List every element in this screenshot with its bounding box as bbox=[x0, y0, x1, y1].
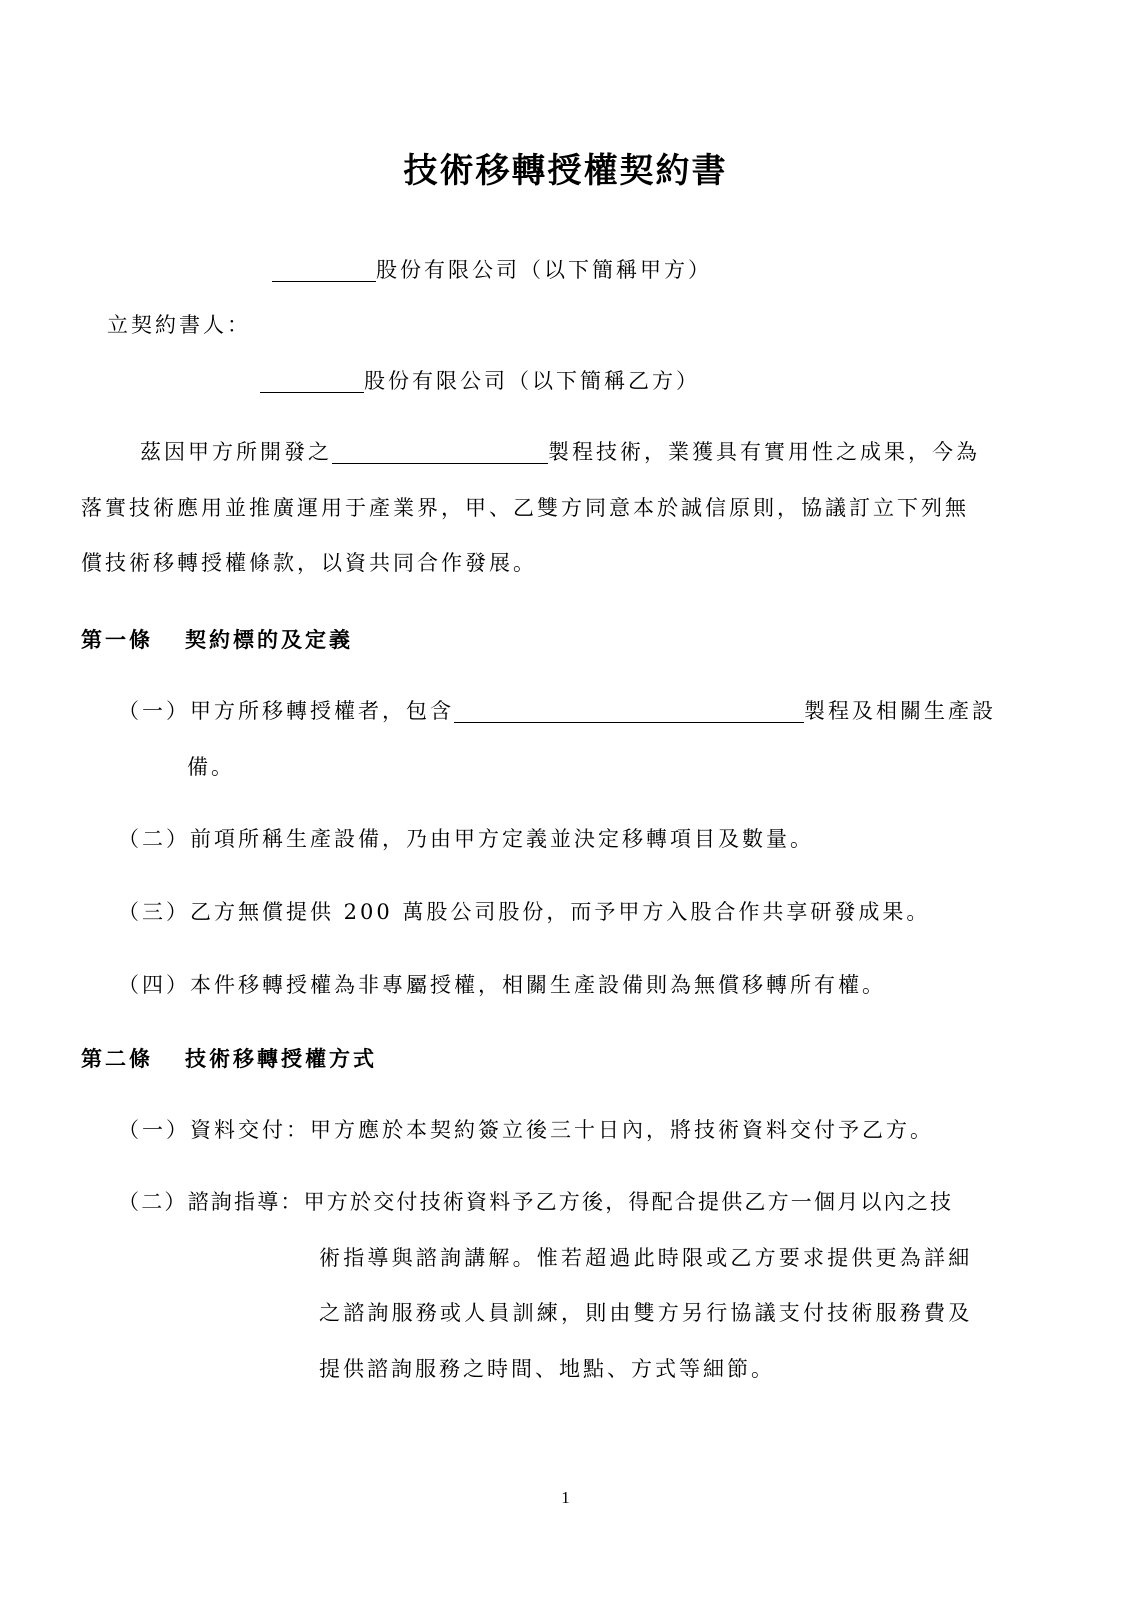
item-text: 資料交付：甲方應於本契約簽立後三十日內，將技術資料交付予乙方。 bbox=[190, 1118, 934, 1142]
article-2-number: 第二條 bbox=[81, 1046, 153, 1071]
party-a-name-blank bbox=[272, 259, 376, 282]
signatory-label: 立契約書人： bbox=[107, 313, 251, 337]
item-number: （一） bbox=[118, 1118, 190, 1142]
article-1-item-4 bbox=[118, 971, 886, 999]
article-2-title: 技術移轉授權方式 bbox=[185, 1046, 377, 1071]
item-number: （二） bbox=[118, 1190, 188, 1214]
article-1-title: 契約標的及定義 bbox=[185, 627, 353, 652]
article-1-item-1 bbox=[118, 697, 996, 725]
party-a-suffix: 股份有限公司（以下簡稱甲方） bbox=[376, 258, 712, 282]
item-text-suffix: 製程及相關生產設 bbox=[804, 699, 996, 723]
page-number: 1 bbox=[561, 1488, 570, 1507]
article-1-item-2 bbox=[118, 825, 814, 853]
article-2-item-2-line-4: 提供諮詢服務之時間、地點、方式等細節。 bbox=[319, 1357, 775, 1381]
item-number: （三） bbox=[118, 900, 190, 924]
item-text: 乙方無償提供 200 萬股公司股份，而予甲方入股合作共享研發成果。 bbox=[190, 900, 931, 924]
article-1-number: 第一條 bbox=[81, 627, 153, 652]
article-2-item-2-line-2: 術指導與諮詢講解。惟若超過此時限或乙方要求提供更為詳細 bbox=[319, 1246, 973, 1270]
article-1-heading bbox=[81, 624, 353, 654]
item-number: （二） bbox=[118, 827, 190, 851]
item-text-line-1: 諮詢指導：甲方於交付技術資料予乙方後，得配合提供乙方一個月以內之技 bbox=[187, 1190, 954, 1214]
technology-name-blank bbox=[332, 441, 548, 464]
preamble-prefix: 茲因甲方所開發之 bbox=[140, 440, 332, 464]
party-b-name-blank bbox=[260, 370, 364, 393]
item-number: （四） bbox=[118, 973, 190, 997]
article-2-item-2-line-3: 之諮詢服務或人員訓練，則由雙方另行協議支付技術服務費及 bbox=[319, 1301, 973, 1325]
preamble-line-1 bbox=[140, 438, 980, 466]
party-b-line bbox=[260, 367, 700, 395]
party-a-line bbox=[272, 256, 712, 284]
item-number: （一） bbox=[118, 699, 190, 723]
item-text-prefix: 甲方所移轉授權者，包含 bbox=[190, 699, 454, 723]
process-name-blank bbox=[454, 700, 804, 723]
article-2-item-2 bbox=[118, 1188, 953, 1216]
article-1-item-1-continuation: 備。 bbox=[187, 755, 235, 779]
article-2-heading bbox=[81, 1043, 377, 1073]
article-1-item-3 bbox=[118, 898, 930, 926]
preamble-suffix: 製程技術，業獲具有實用性之成果，今為 bbox=[548, 440, 980, 464]
preamble-line-2: 落實技術應用並推廣運用于產業界，甲、乙雙方同意本於誠信原則，協議訂立下列無 bbox=[81, 496, 969, 520]
item-text: 前項所稱生產設備，乃由甲方定義並決定移轉項目及數量。 bbox=[190, 827, 814, 851]
party-b-suffix: 股份有限公司（以下簡稱乙方） bbox=[364, 369, 700, 393]
preamble-line-3: 償技術移轉授權條款，以資共同合作發展。 bbox=[81, 551, 537, 575]
item-text: 本件移轉授權為非專屬授權，相關生產設備則為無償移轉所有權。 bbox=[190, 973, 886, 997]
article-2-item-1 bbox=[118, 1116, 934, 1144]
document-title: 技術移轉授權契約書 bbox=[403, 151, 728, 191]
